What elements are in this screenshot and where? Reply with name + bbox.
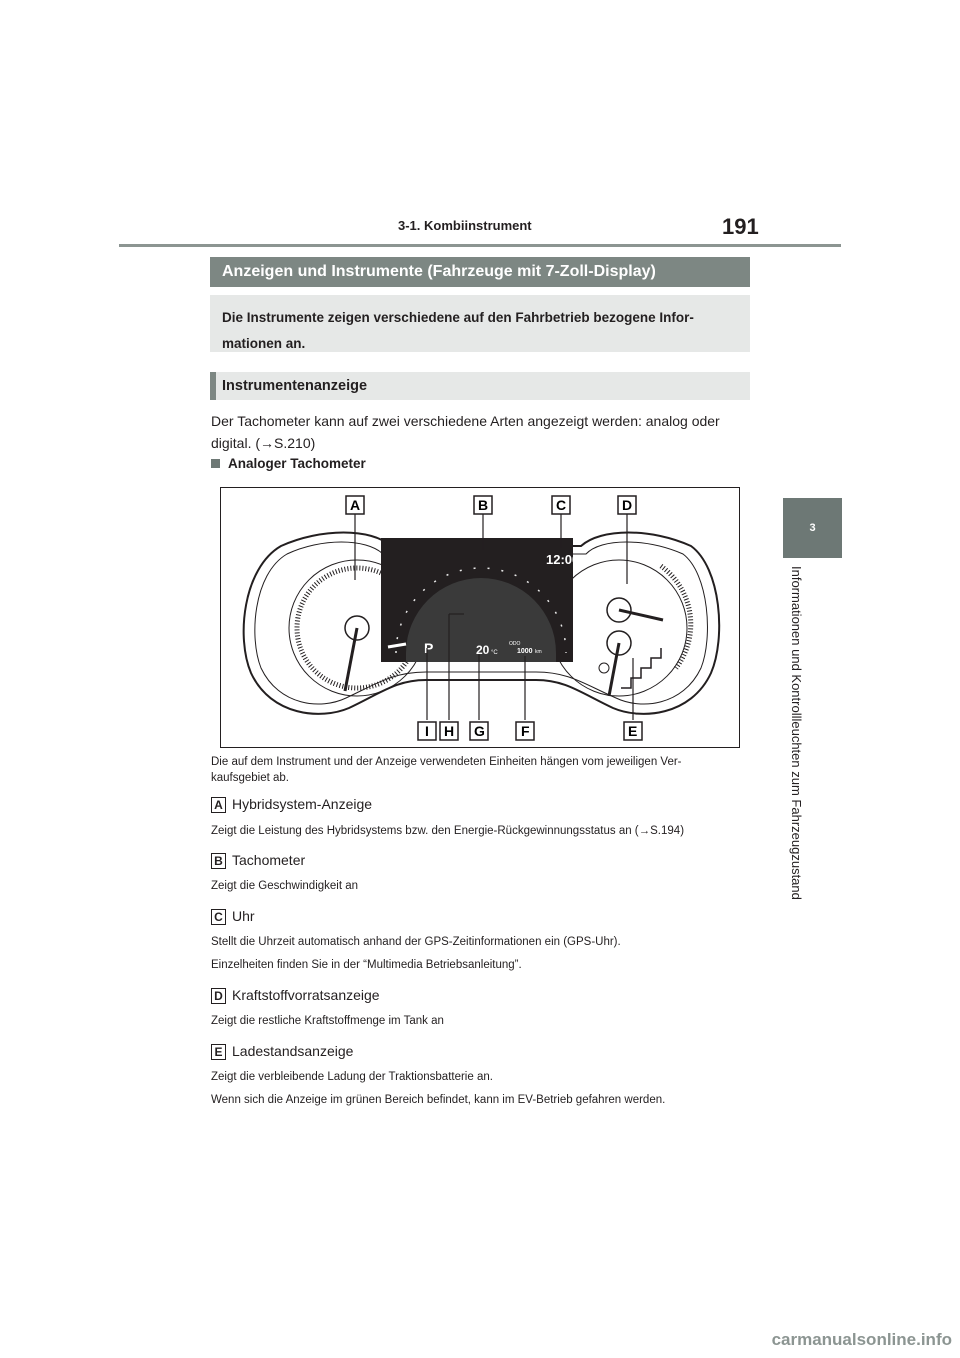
header-rule: [119, 244, 841, 247]
chapter-side-title: [789, 566, 814, 926]
page-number: 191: [722, 214, 759, 239]
intro-line-2: mationen an.: [222, 336, 306, 351]
figure-note-line-1: Die auf dem Instrument und der Anzeige verwendeten Einheiten hängen vom jeweiligen Ver-: [211, 756, 682, 768]
item-a-key: A: [211, 797, 226, 813]
intro-box: [210, 295, 750, 352]
svg-text:F: F: [521, 723, 530, 739]
svg-text:D: D: [622, 497, 633, 513]
main-heading: Anzeigen und Instrumente (Fahrzeuge mit 7-Zoll-Display): [210, 257, 750, 287]
odo-value: 1000: [517, 648, 533, 655]
svg-text:A: A: [350, 497, 361, 513]
item-b-key: B: [211, 853, 226, 869]
temperature-text: 20: [476, 643, 490, 657]
item-b-title: [211, 852, 305, 869]
item-e-desc-1: Zeigt die verbleibende Ladung der Traktionsbatterie an.: [211, 1071, 493, 1083]
item-a-desc[interactable]: Zeigt die Leistung des Hybridsystems bzw. den Energie-Rückgewinnungsstatus an (→S.194): [211, 825, 685, 837]
instrument-cluster-figure: [220, 487, 740, 748]
item-d-desc: Zeigt die restliche Kraftstoffmenge im Tank an: [211, 1015, 444, 1027]
body-line-2[interactable]: digital. (→S.210): [211, 435, 316, 451]
gear-text: P: [424, 640, 434, 656]
item-c-key: C: [211, 909, 226, 925]
analog-tacho-label-text: Analoger Tachometer: [228, 456, 366, 471]
item-d-key: D: [211, 988, 226, 1004]
item-c-title-text: Uhr: [232, 908, 255, 924]
item-c-title: [211, 908, 255, 925]
item-b-desc: Zeigt die Geschwindigkeit an: [211, 880, 359, 892]
item-d-title: [211, 987, 380, 1004]
svg-text:C: C: [556, 497, 567, 513]
item-e-title: [211, 1043, 353, 1060]
item-a-title-text: Hybridsystem-Anzeige: [232, 796, 373, 812]
item-b-title-text: Tachometer: [232, 852, 306, 868]
item-c-desc-1: Stellt die Uhrzeit automatisch anhand der GPS-Zeitinformationen ein (GPS-Uhr).: [211, 936, 621, 948]
svg-text:B: B: [478, 497, 489, 513]
body-text: [211, 410, 751, 454]
clock-text: 12:00: [546, 552, 580, 567]
item-e-key: E: [211, 1044, 226, 1060]
figure-note: [211, 754, 751, 786]
odo-label: ODO: [509, 641, 521, 647]
item-c-desc-2: Einzelheiten finden Sie in der “Multimedia Betriebsanleitung”.: [211, 959, 522, 971]
svg-text:H: H: [444, 723, 455, 739]
footer-watermark[interactable]: carmanualsonline.info: [771, 1330, 952, 1349]
temperature-unit: °C: [491, 650, 498, 656]
svg-text:G: G: [474, 723, 485, 739]
bullet-square-icon: [211, 459, 220, 468]
figure-note-line-2: kaufsgebiet ab.: [211, 772, 290, 784]
sub-heading: Instrumentenanzeige: [210, 372, 750, 400]
svg-text:E: E: [628, 723, 638, 739]
chapter-side-label: Informationen und Kontrollleuchten zum Fahrzeugzustand: [789, 566, 804, 900]
section-title: 3-1. Kombiinstrument: [398, 218, 532, 233]
analog-tacho-label: [211, 456, 366, 471]
odo-unit: km: [535, 649, 542, 655]
item-a-title: [211, 796, 372, 813]
sub-heading-accent: [210, 372, 216, 400]
instrument-cluster-illustration: [221, 488, 739, 747]
item-e-desc-2: Wenn sich die Anzeige im grünen Bereich befindet, kann im EV-Betrieb gefahren werden.: [211, 1094, 666, 1106]
item-d-title-text: Kraftstoffvorratsanzeige: [232, 987, 380, 1003]
intro-line-1: Die Instrumente zeigen verschiedene auf den Fahrbetrieb bezogene Infor-: [222, 310, 694, 325]
item-e-title-text: Ladestandsanzeige: [232, 1043, 354, 1059]
svg-text:I: I: [425, 723, 429, 739]
chapter-tab[interactable]: 3: [783, 498, 842, 558]
body-line-1: Der Tachometer kann auf zwei verschiedene Arten angezeigt werden: analog oder: [211, 413, 720, 429]
